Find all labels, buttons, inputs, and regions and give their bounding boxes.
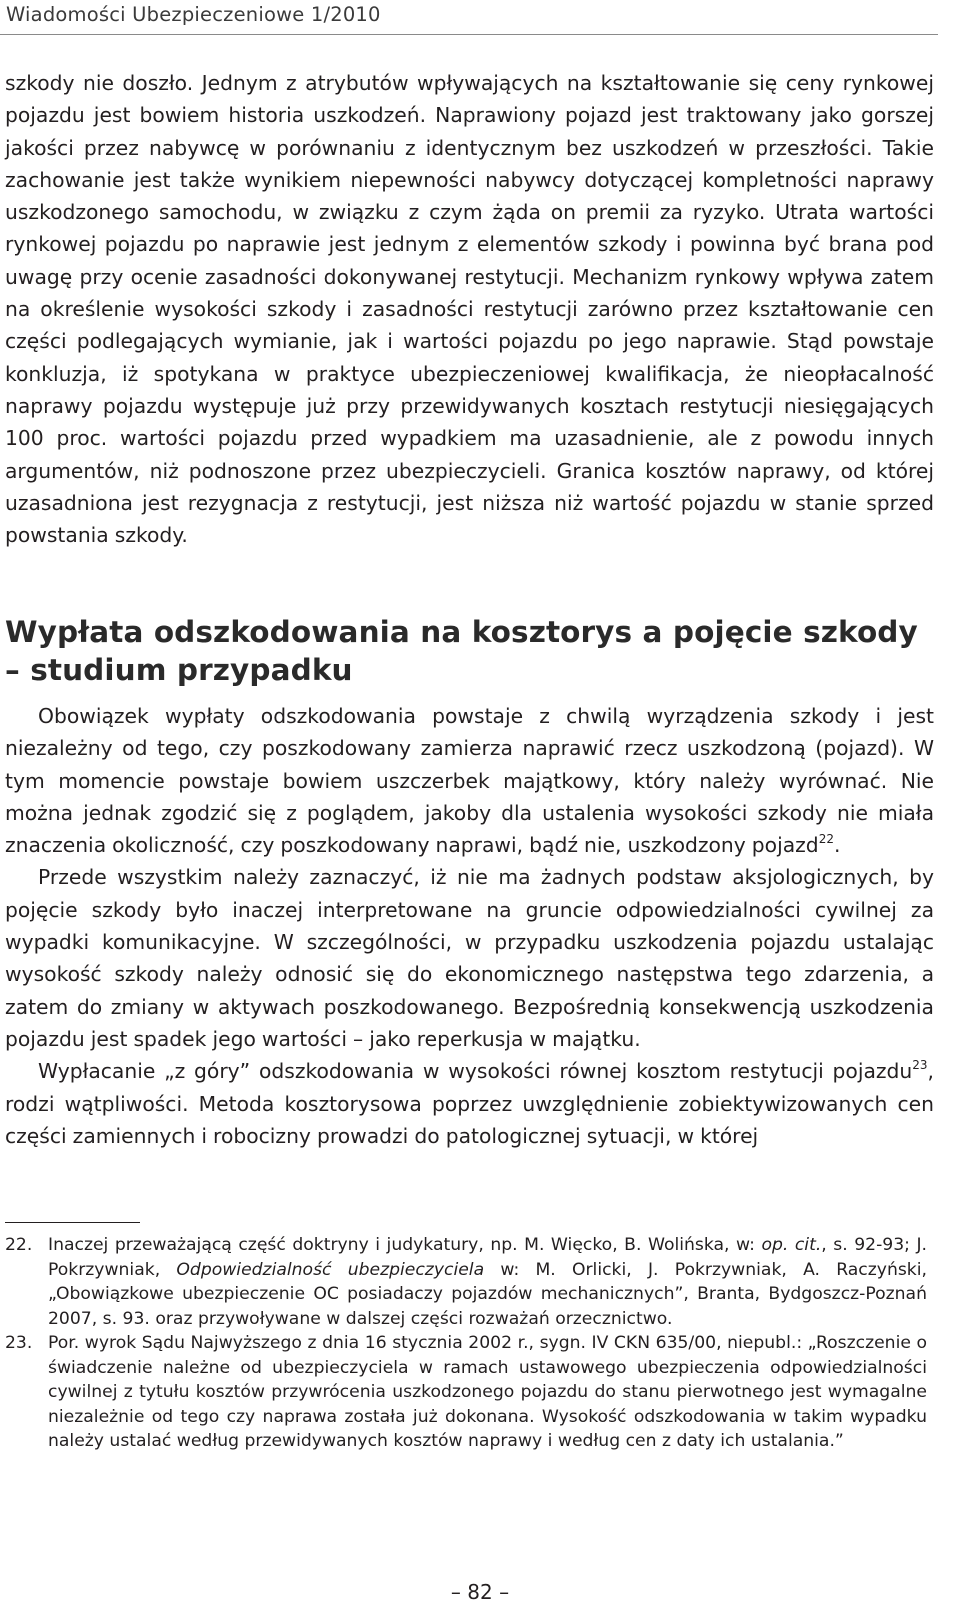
- paragraph-text: Przede wszystkim należy zaznaczyć, iż nie ma żadnych podstaw aksjologicznych, by pojęcie szkody było inaczej interpretowane na gruncie odpowiedzialności cywilnej za wypadki komunikacyjne. W szczególności, w przypadku uszkodzenia pojazdu ustalając wysokość szkody należy odnosić się do ekonomicznego następstwa tego zdarzenia, a zatem do zmiany w aktywach poszkodowanego. Bezpośrednią konsekwencją uszkodzenia pojazdu jest spadek jego wartości – jako reperkusja w majątku.: [5, 865, 934, 1051]
- footnote-22: [5, 1233, 927, 1331]
- footnote-ref-23[interactable]: 23: [912, 1058, 928, 1073]
- footnote-number: 22.: [5, 1235, 33, 1255]
- footnote-italic: op. cit.: [761, 1235, 822, 1255]
- footnotes: [5, 1233, 927, 1454]
- footnote-text: w: M. Orlicki, J. Pokrzywniak, A. Raczyński, „Obowiązkowe ubezpieczenie OC posiadaczy pojazdów mechanicznych”, Branta, Bydgoszcz-Poznań 2007, s. 93. oraz przywoływane w dalszej części rozważań orzecznictwo.: [48, 1259, 927, 1329]
- body-paragraph: [5, 700, 934, 861]
- paragraph-text: Wypłacanie „z góry” odszkodowania w wysokości równej kosztom restytucji pojazdu: [38, 1059, 913, 1084]
- running-header: [0, 0, 938, 35]
- footnote-23: [5, 1331, 927, 1454]
- footnote-italic: Odpowiedzialność ubezpieczyciela: [176, 1259, 485, 1280]
- paragraph-end: .: [833, 833, 841, 858]
- footnote-text: , s. 92-93; J. Pokrzywniak,: [48, 1235, 927, 1280]
- paragraph-text: Obowiązek wypłaty odszkodowania powstaje z chwilą wyrządzenia szkody i jest niezależny od tego, czy poszkodowany zamierza naprawić rzecz uszkodzoną (pojazd). W tym momencie powstaje bowiem uszczerbek majątkowy, który należy wyrównać. Nie można jednak zgodzić się z poglądem, jakoby dla ustalenia wysokości szkody nie miała znaczenia okoliczność, czy poszkodowany naprawi, bądź nie, uszkodzony pojazd: [5, 704, 934, 858]
- footnote-text: Inaczej przeważającą część doktryny i judykatury, np. M. Więcko, B. Wolińska, w:: [48, 1235, 762, 1255]
- journal-title: Wiadomości Ubezpieczeniowe 1/2010: [6, 3, 381, 26]
- section-body: [5, 700, 934, 1152]
- footnote-separator: [5, 1222, 140, 1223]
- footnote-ref-22[interactable]: 22: [818, 832, 834, 847]
- paragraph-text: , rodzi wątpliwości. Metoda kosztorysowa poprzez uwzględnienie zobiektywizowanych cen części zamiennych i robocizny prowadzi do patologicznej sytuacji, w której: [5, 1059, 934, 1148]
- page-number: – 82 –: [450, 1580, 510, 1604]
- section-heading: Wypłata odszkodowania na kosztorys a pojęcie szkody – studium przypadku: [5, 615, 918, 687]
- paragraph-text: szkody nie doszło. Jednym z atrybutów wpływających na kształtowanie się ceny rynkowej pojazdu jest bowiem historia uszkodzeń. Naprawiony pojazd jest traktowany jako gorszej jakości przez nabywcę w porównaniu z identycznym bez uszkodzeń w przeszłości. Takie zachowanie jest także wynikiem niepewności nabywcy dotyczącej kompletności naprawy uszkodzonego samochodu, w związku z czym żąda on premii za ryzyko. Utrata wartości rynkowej pojazdu po naprawie jest jednym z elementów szkody i powinna być brana pod uwagę przy ocenie zasadności dokonywanej restytucji. Mechanizm rynkowy wpływa zatem na określenie wysokości szkody i zasadności restytucji zarówno przez kształtowanie cen części podlegających wymianie, jak i wartości pojazdu po jego naprawie. Stąd powstaje konkluzja, iż spotykana w praktyce ubezpieczeniowej kwalifikacja, że nieopłacalność naprawy pojazdu występuje już przy przewidywanych kosztach restytucji niesięgających 100 proc. wartości pojazdu przed wypadkiem ma uzasadnienie, ale z powodu innych argumentów, niż podnoszone przez ubezpieczycieli. Granica kosztów naprawy, od której uzasadniona jest rezygnacja z restytucji, jest niższa niż wartość pojazdu w stanie sprzed powstania szkody.: [5, 71, 934, 548]
- body-paragraph: [5, 1055, 934, 1152]
- footnote-text: Por. wyrok Sądu Najwyższego z dnia 16 stycznia 2002 r., sygn. IV CKN 635/00, niepubl.: „Roszczenie o świadczenie należne od ubezpieczyciela w ramach ustawowego ubezpieczenia odpowiedzialności cywilnej z tytułu kosztów przywrócenia uszkodzonego pojazdu do stanu pierwotnego jest wymagalne niezależnie od tego czy naprawa została już dokonana. Wysokość odszkodowania w takim wypadku należy ustalać według przewidywanych kosztów naprawy i według cen z daty ich ustalania.”: [48, 1333, 927, 1451]
- body-paragraph: [5, 67, 934, 551]
- footnote-number: 23.: [5, 1333, 33, 1353]
- body-paragraph: [5, 861, 934, 1055]
